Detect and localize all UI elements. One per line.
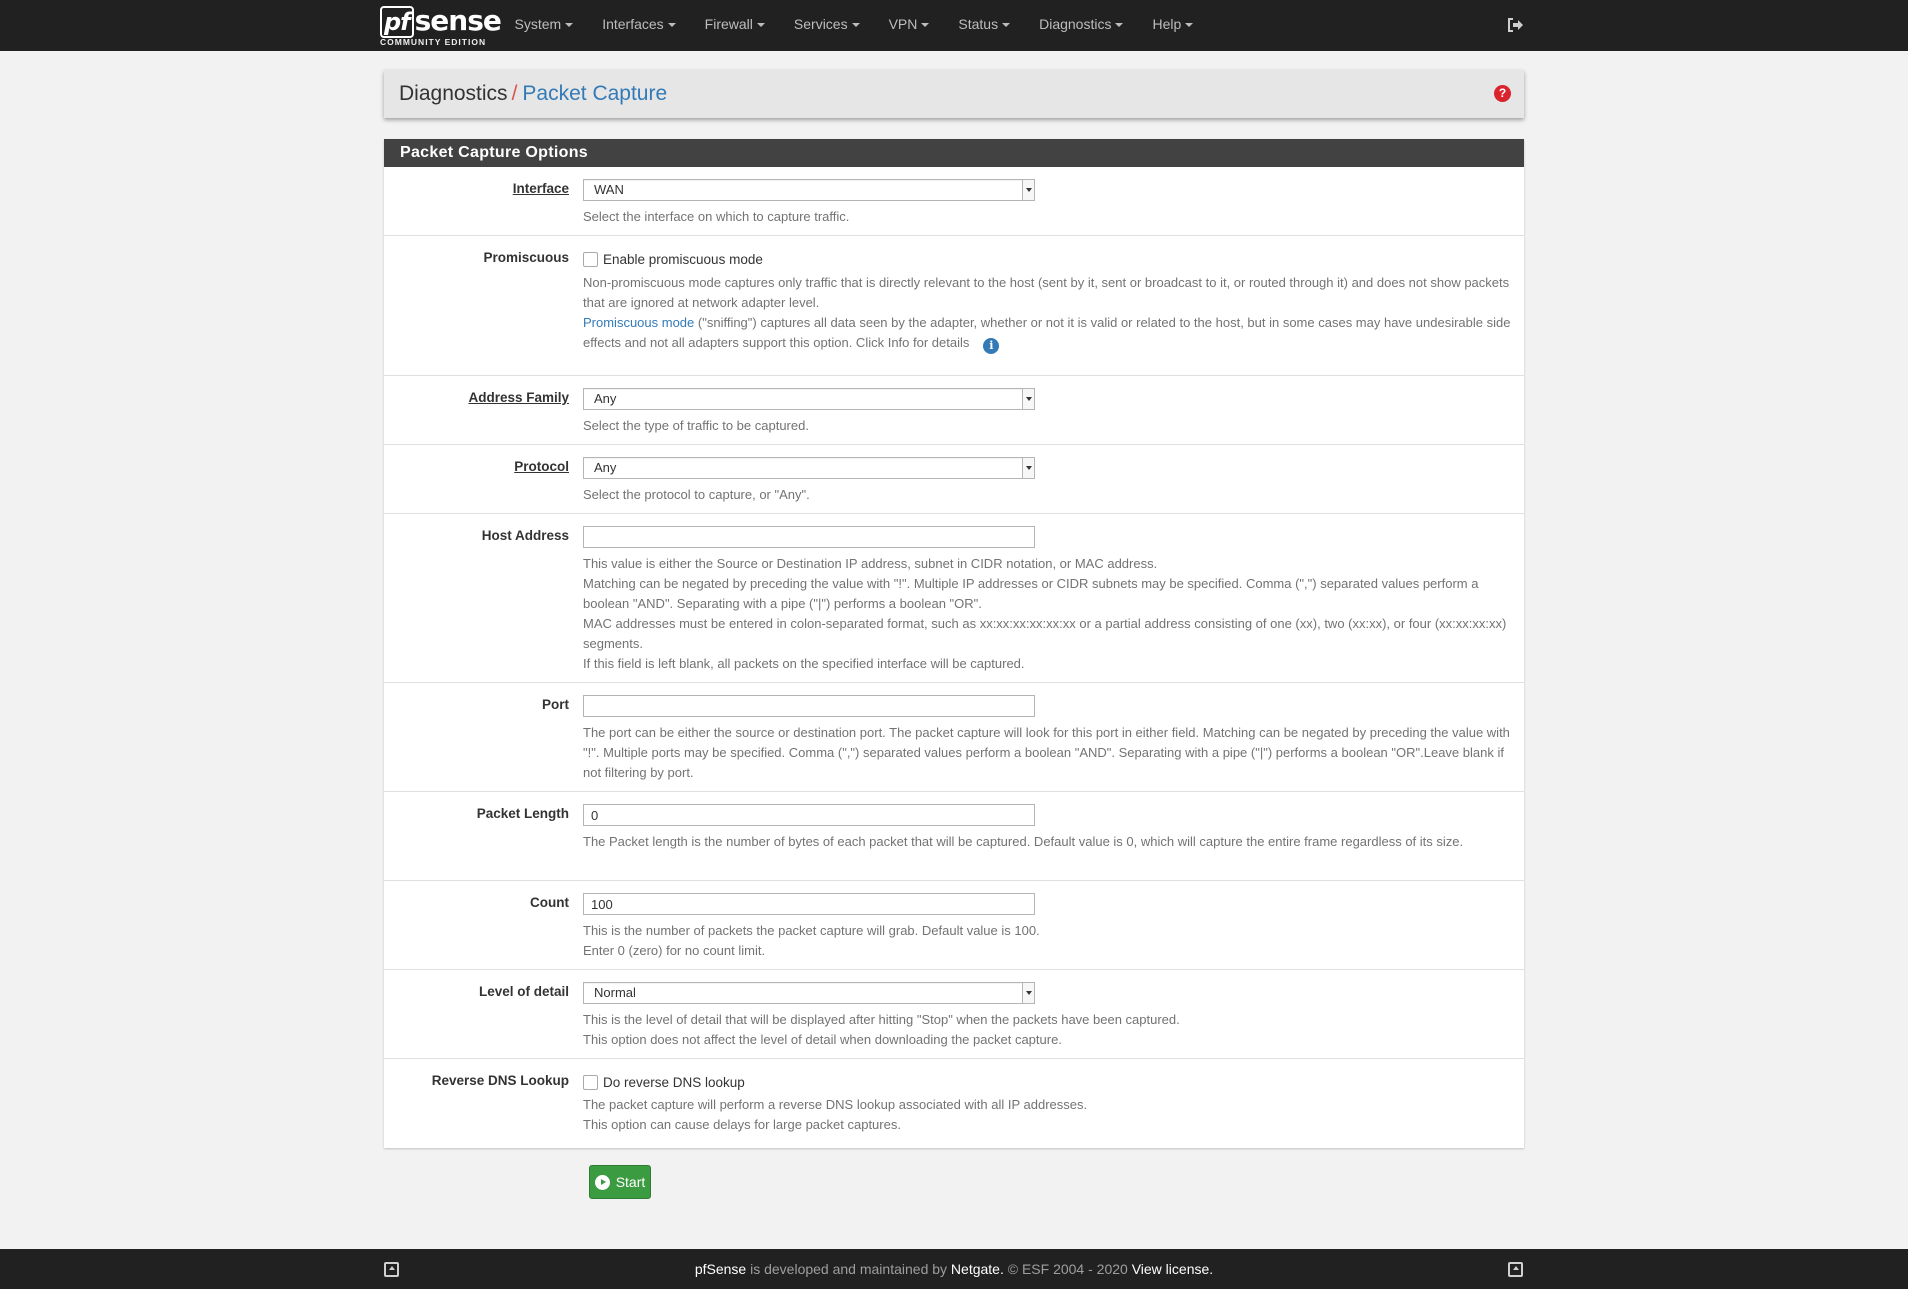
nav-help[interactable]: Help: [1138, 0, 1208, 51]
caret-down-icon: [668, 23, 676, 27]
reverse-dns-label: Reverse DNS Lookup: [431, 1073, 569, 1088]
caret-down-icon: [852, 23, 860, 27]
pfsense-logo[interactable]: [380, 4, 501, 48]
nav-vpn[interactable]: VPN: [874, 0, 944, 51]
nav-firewall[interactable]: Firewall: [690, 0, 779, 51]
interface-select[interactable]: [583, 179, 1035, 201]
footer-text: [0, 1249, 1908, 1289]
nav-status[interactable]: Status: [944, 0, 1025, 51]
protocol-select[interactable]: [583, 457, 1035, 479]
footer-text-2: © ESF 2004 - 2020: [1003, 1261, 1132, 1277]
checkbox-icon[interactable]: [583, 1075, 598, 1090]
interface-select-value: WAN: [594, 182, 624, 197]
footer-product-link[interactable]: pfSense: [694, 1261, 747, 1277]
promiscuous-checkbox-label[interactable]: Enable promiscuous mode: [603, 251, 763, 267]
breadcrumb-root[interactable]: Diagnostics: [399, 82, 508, 105]
footer-company-link[interactable]: Netgate.: [950, 1261, 1004, 1277]
protocol-select-value: Any: [594, 460, 617, 475]
address-family-select-value: Any: [594, 391, 617, 406]
protocol-help: Select the protocol to capture, or "Any".: [583, 487, 810, 502]
nav-system[interactable]: System: [500, 0, 588, 51]
panel-title: Packet Capture Options: [384, 139, 1524, 167]
level-of-detail-help-2: This option does not affect the level of detail when downloading the packet capture.: [583, 1032, 1062, 1047]
count-label: Count: [530, 895, 569, 910]
reverse-dns-help-2: This option can cause delays for large packet captures.: [583, 1117, 901, 1132]
interface-help: Select the interface on which to capture traffic.: [583, 209, 850, 224]
protocol-row: [384, 445, 1524, 514]
promiscuous-row: [384, 236, 1524, 376]
nav-services[interactable]: Services: [779, 0, 874, 51]
nav-diagnostics[interactable]: Diagnostics: [1025, 0, 1138, 51]
expand-up-icon[interactable]: [1508, 1262, 1523, 1277]
reverse-dns-checkbox-label[interactable]: Do reverse DNS lookup: [603, 1074, 745, 1090]
packet-length-help: The Packet length is the number of bytes of each packet that will be captured. Default value is 0, which will capture the entire frame regardless of its size.: [583, 834, 1464, 849]
level-of-detail-row: [384, 970, 1524, 1059]
caret-down-icon: [565, 23, 573, 27]
caret-down-icon: [921, 23, 929, 27]
interface-row: [384, 167, 1524, 236]
start-button-label: Start: [615, 1174, 646, 1190]
page-header: [384, 70, 1524, 118]
level-of-detail-label: Level of detail: [478, 984, 569, 999]
top-navbar: [0, 0, 1908, 51]
dropdown-arrow-icon: [1022, 458, 1034, 478]
level-of-detail-help-1: This is the level of detail that will be displayed after hitting "Stop" when the packets have been captured.: [583, 1012, 1180, 1027]
host-address-label: Host Address: [481, 528, 569, 543]
reverse-dns-row: [384, 1059, 1524, 1148]
breadcrumb: [399, 70, 667, 118]
checkbox-icon[interactable]: [583, 252, 598, 267]
sign-out-icon[interactable]: [1506, 16, 1524, 34]
port-input[interactable]: [583, 695, 1035, 717]
breadcrumb-separator: /: [511, 82, 518, 105]
interface-label[interactable]: Interface: [512, 181, 569, 196]
promiscuous-help-2-text: ("sniffing") captures all data seen by the adapter, whether or not it is valid or related to the host, but in some cases may have undesirable side effects and not all adapters support this option. Click Info for details: [583, 315, 1511, 350]
main-menu: [500, 0, 1208, 51]
host-address-help-3: MAC addresses must be entered in colon-separated format, such as xx:xx:xx:xx:xx:xx or a partial address consisting of one (xx), two (xx:xx), or four (xx:xx:xx:xx) segments.: [583, 616, 1507, 651]
caret-down-icon: [1185, 23, 1193, 27]
port-help: The port can be either the source or destination port. The packet capture will look for this port in either field. Matching can be negated by preceding the value with "!". Multiple ports may be specified. Comma (",") separated values perform a boolean "AND". Separating with a pipe ("|") performs a boolean "OR".Leave blank if not filtering by port.: [583, 725, 1510, 780]
count-help-2: Enter 0 (zero) for no count limit.: [583, 943, 766, 958]
reverse-dns-help-1: The packet capture will perform a reverse DNS lookup associated with all IP addresses.: [583, 1097, 1088, 1112]
start-button[interactable]: [589, 1165, 651, 1199]
footer-license-link[interactable]: View license.: [1131, 1261, 1214, 1277]
level-of-detail-select[interactable]: [583, 982, 1035, 1004]
count-row: [384, 881, 1524, 970]
packet-length-label: Packet Length: [476, 806, 569, 821]
host-address-help-2: Matching can be negated by preceding the value with "!". Multiple IP addresses or CIDR subnets may be specified. Comma (",") separated values perform a boolean "AND". Separating with a pipe ("|") performs a boolean "OR".: [583, 576, 1479, 611]
address-family-label[interactable]: Address Family: [468, 390, 569, 405]
address-family-help: Select the type of traffic to be captured.: [583, 418, 809, 433]
level-of-detail-select-value: Normal: [594, 985, 636, 1000]
packet-length-row: [384, 792, 1524, 881]
packet-length-input[interactable]: [583, 804, 1035, 826]
info-circle-icon[interactable]: i: [983, 338, 999, 354]
count-input[interactable]: [583, 893, 1035, 915]
dropdown-arrow-icon: [1022, 983, 1034, 1003]
host-address-row: [384, 514, 1524, 683]
promiscuous-help-2: [583, 313, 1513, 354]
reverse-dns-checkbox[interactable]: [583, 1071, 1513, 1093]
promiscuous-mode-link[interactable]: Promiscuous mode: [583, 315, 695, 330]
address-family-row: [384, 376, 1524, 445]
port-row: [384, 683, 1524, 792]
footer-text-1: is developed and maintained by: [746, 1261, 951, 1277]
promiscuous-help-1: Non-promiscuous mode captures only traffic that is directly relevant to the host (sent by it, sent or broadcast to it, or routed through it) and does not show packets that are ignored at network adapter level.: [583, 275, 1510, 310]
host-address-help-1: This value is either the Source or Destination IP address, subnet in CIDR notation, or MAC address.: [583, 556, 1158, 571]
protocol-label[interactable]: Protocol: [514, 459, 569, 474]
play-circle-icon: [595, 1175, 610, 1190]
dropdown-arrow-icon: [1022, 389, 1034, 409]
caret-down-icon: [757, 23, 765, 27]
dropdown-arrow-icon: [1022, 180, 1034, 200]
host-address-help-4: If this field is left blank, all packets on the specified interface will be captured.: [583, 656, 1025, 671]
promiscuous-label: Promiscuous: [483, 250, 569, 265]
promiscuous-checkbox[interactable]: [583, 248, 1513, 270]
nav-interfaces[interactable]: Interfaces: [588, 0, 690, 51]
caret-down-icon: [1002, 23, 1010, 27]
packet-capture-panel: [384, 139, 1524, 1148]
brand-logo-text: pf sense: [380, 4, 501, 39]
question-circle-icon[interactable]: ?: [1494, 85, 1511, 102]
address-family-select[interactable]: [583, 388, 1035, 410]
footer: [0, 1249, 1908, 1289]
caret-down-icon: [1115, 23, 1123, 27]
brand-edition: COMMUNITY EDITION: [380, 37, 487, 47]
count-help-1: This is the number of packets the packet capture will grab. Default value is 100.: [583, 923, 1040, 938]
host-address-input[interactable]: [583, 526, 1035, 548]
breadcrumb-current[interactable]: Packet Capture: [522, 82, 668, 105]
port-label: Port: [542, 697, 569, 712]
